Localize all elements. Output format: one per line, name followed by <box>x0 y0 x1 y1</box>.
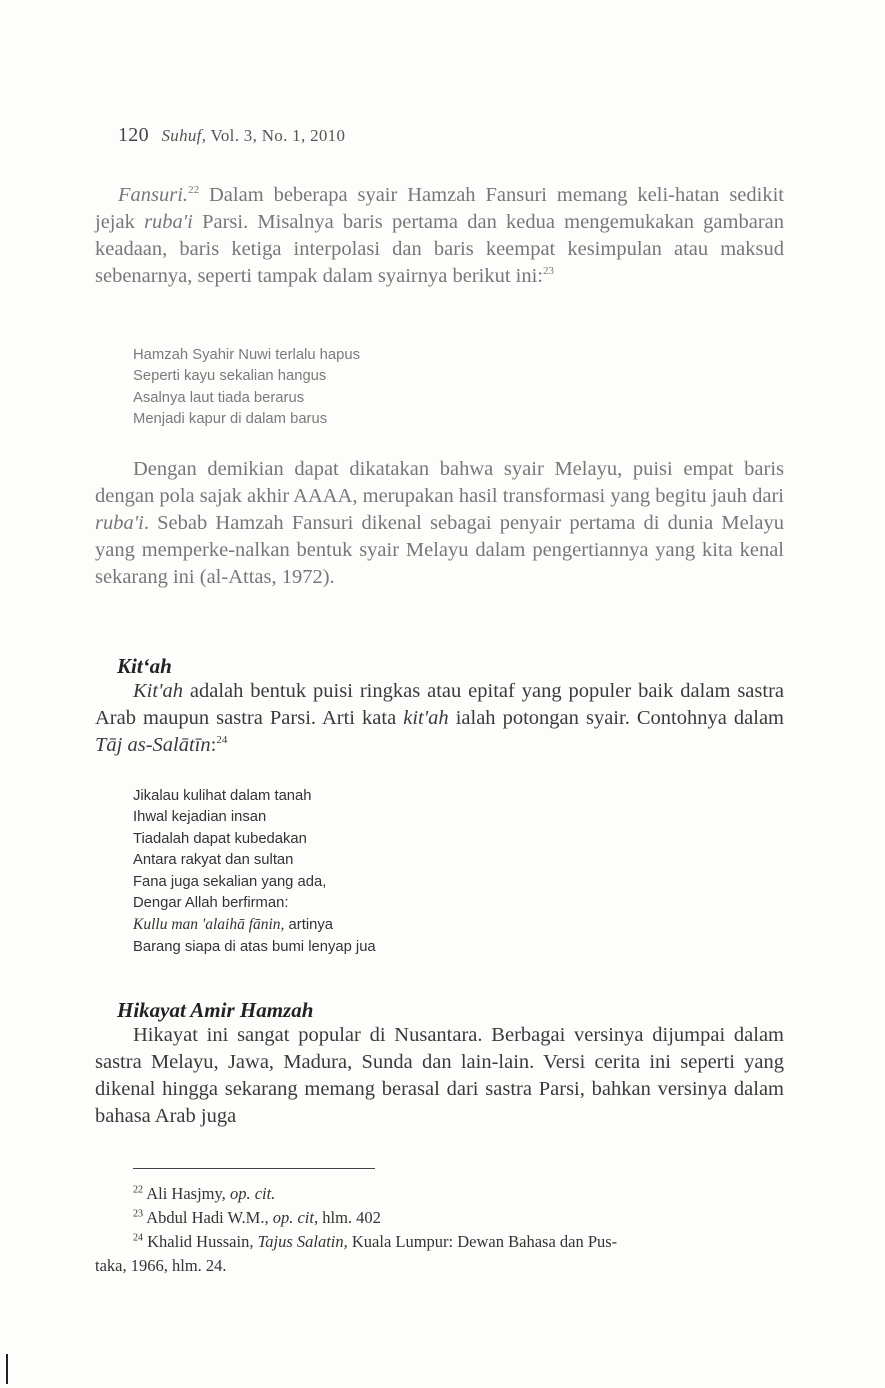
footnote-ref-23: 23 <box>543 265 554 278</box>
verse-line: Tiadalah dapat kubedakan <box>133 830 307 847</box>
italic-term: ruba'i <box>144 211 193 233</box>
journal-name: Suhuf <box>161 126 202 145</box>
footnote-ref-22: 22 <box>188 184 200 197</box>
footnote-23: $^{23}$ Abdul Hadi W.M., op. cit, hlm. 402 <box>133 1208 381 1227</box>
paragraph-1: Fansuri.$^{22}$ Dalam beberapa syair Hamzah Fansuri memang keli-hatan sedikit jejak ruba'i Parsi. Misalnya baris pertama dan kedua mengemukakan gambaran keadaan, baris ketiga interpolasi dan baris keempat kesimpulan atau maksud sebenarnya, seperti tampak dalam syairnya berikut ini:$^{23}$ <box>95 184 785 287</box>
paragraph-kitah: Kit'ah adalah bentuk puisi ringkas atau epitaf yang populer baik dalam sastra Arab maupun sastra Parsi. Arti kata kit'ah ialah potongan syair. Contohnya dalam Tāj as-Salātīn:$^{24}$ <box>95 680 785 756</box>
verse-line: Hamzah Syahir Nuwi terlalu hapus <box>133 347 360 363</box>
footnote-24: $^{24}$ Khalid Hussain, Tajus Salatin, Kuala Lumpur: Dewan Bahasa dan Pus- <box>133 1232 618 1251</box>
verse-line: Barang siapa di atas bumi lenyap jua <box>133 938 376 955</box>
footnote-divider <box>133 1168 375 1169</box>
verse-line: Seperti kayu sekalian hangus <box>133 368 327 385</box>
italic-term: Kit'ah <box>133 680 183 702</box>
footnotes <box>95 1182 784 1278</box>
verse-line: Dengar Allah berfirman: <box>133 895 289 912</box>
paragraph-hikayat: Hikayat ini sangat popular di Nusantara. Berbagai versinya dijumpai dalam sastra Melayu, Jawa, Madura, Sunda dan lain-lain. Versi cerita ini seperti yang dikenal hingga sekarang memang berasal dari sastra Parsi, bahkan versinya dalam bahasa Arab juga <box>95 1024 784 1127</box>
footnote-ref-24: 24 <box>216 734 228 747</box>
italic-term: ruba'i <box>95 512 144 534</box>
italic-term: Fansuri. <box>118 184 189 206</box>
verse-line: Jikalau kulihat dalam tanah <box>133 788 312 804</box>
arabic-quote: Kullu man 'alaihā fānin, <box>133 916 285 934</box>
verse-line: Antara rakyat dan sultan <box>133 852 294 869</box>
verse-line: Kullu man 'alaihā fānin, artinya <box>133 916 333 934</box>
running-header <box>118 124 345 147</box>
verse-kitah <box>133 786 376 958</box>
footnote-22: $^{22}$ Ali Hasjmy, op. cit. <box>133 1184 276 1203</box>
scan-edge-mark <box>6 1354 8 1384</box>
section-heading-kitah: Kit‘ah <box>117 654 172 678</box>
verse-line: Menjadi kapur di dalam barus <box>133 411 328 428</box>
footnote-24-continued: taka, 1966, hlm. 24. <box>95 1256 227 1275</box>
journal-issue: , Vol. 3, No. 1, 2010 <box>201 126 346 145</box>
verse-line: Fana juga sekalian yang ada, <box>133 873 327 890</box>
paragraph-2: Dengan demikian dapat dikatakan bahwa syair Melayu, puisi empat baris dengan pola sajak akhir AAAA, merupakan hasil transformasi yang begitu jauh dari ruba'i. Sebab Hamzah Fansuri dikenal sebagai penyair pertama di dunia Melayu yang memperke-nalkan bentuk syair Melayu dalam pengertiannya yang kita kenal sekarang ini (al-Attas, 1972). <box>95 458 784 588</box>
italic-term: kit'ah <box>403 707 449 729</box>
verse-hamzah <box>133 345 360 431</box>
verse-line: Asalnya laut tiada berarus <box>133 389 305 406</box>
verse-line: Ihwal kejadian insan <box>133 809 267 826</box>
page-number: 120 <box>118 124 149 146</box>
section-heading-hikayat: Hikayat Amir Hamzah <box>117 998 314 1022</box>
italic-title: Tāj as-Salātīn <box>95 734 211 756</box>
